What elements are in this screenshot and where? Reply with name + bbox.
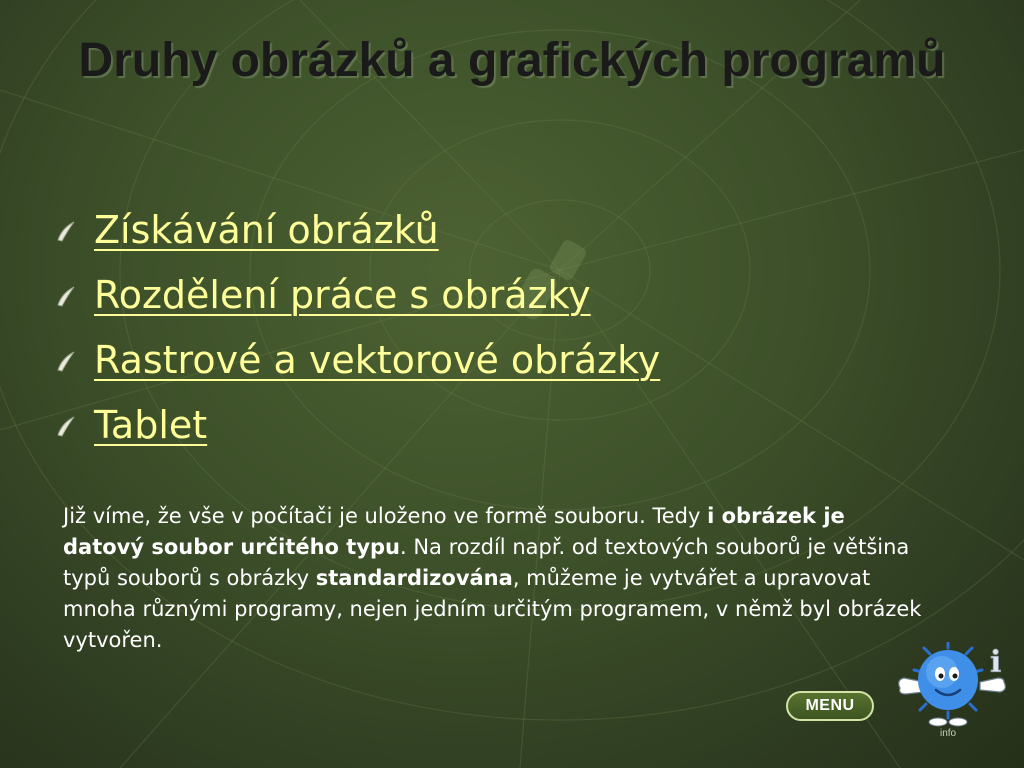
list-item	[52, 262, 660, 327]
description-paragraph	[63, 501, 923, 656]
text-segment: . Na rozdíl např. od textových souborů je většina typů souborů s obrázky	[63, 535, 910, 590]
bullet-icon	[52, 411, 80, 439]
link-tablet[interactable]: Tablet	[94, 402, 208, 447]
bold-text-segment: standardizována	[315, 566, 513, 590]
bullet-icon	[52, 346, 80, 374]
info-caption: info	[940, 728, 957, 738]
topic-link-list	[52, 197, 660, 457]
info-mascot-icon[interactable]	[896, 642, 1008, 738]
link-ziskavani-obrazku[interactable]: Získávání obrázků	[94, 207, 439, 252]
text-segment: Již víme, že vše v počítači je uloženo ve formě souboru. Tedy	[63, 504, 708, 528]
list-item	[52, 327, 660, 392]
list-item	[52, 392, 660, 457]
bullet-icon	[52, 281, 80, 309]
link-rozdeleni-prace[interactable]: Rozdělení práce s obrázky	[94, 272, 591, 317]
info-badge: i	[990, 645, 1002, 680]
text-segment: , můžeme je vytvářet a upravovat mnoha různými programy, nejen jedním určitým programem, v němž byl obrázek vytvořen.	[63, 566, 922, 652]
bullet-icon	[52, 216, 80, 244]
bold-text-segment: i obrázek je datový soubor určitého typu	[63, 504, 845, 559]
link-rastrove-vektorove[interactable]: Rastrové a vektorové obrázky	[94, 337, 661, 382]
menu-button[interactable]: MENU	[786, 691, 874, 721]
list-item	[52, 197, 660, 262]
slide-title: Druhy obrázků a grafických programů	[78, 34, 946, 87]
